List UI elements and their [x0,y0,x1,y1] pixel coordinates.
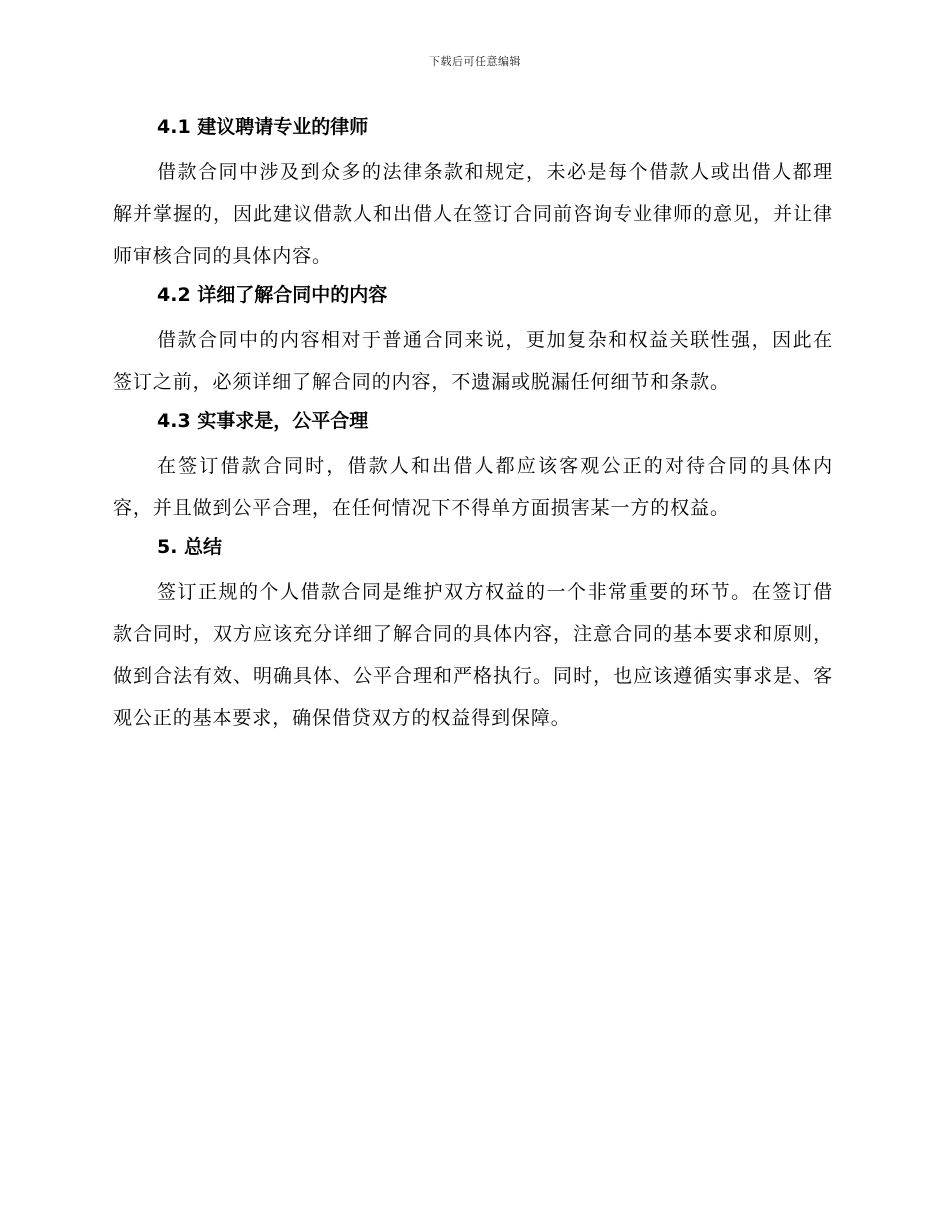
section-heading: 4.3 实事求是，公平合理 [157,410,369,432]
section-5-summary [113,532,833,739]
section-4-1 [113,112,833,277]
section-paragraph: 借款合同中的内容相对于普通合同来说，更加复杂和权益关联性强，因此在签订之前，必须详细了解合同的内容，不遗漏或脱漏任何细节和条款。 [113,329,833,393]
section-heading: 5. 总结 [157,536,223,558]
section-heading: 4.1 建议聘请专业的律师 [157,116,369,138]
section-4-2 [113,280,833,403]
document-body [113,112,833,742]
section-paragraph: 签订正规的个人借款合同是维护双方权益的一个非常重要的环节。在签订借款合同时，双方应该充分详细了解合同的具体内容，注意合同的基本要求和原则，做到合法有效、明确具体、公平合理和严格执行。同时，也应该遵循实事求是、客观公正的基本要求，确保借贷双方的权益得到保障。 [113,581,833,729]
page-header-note: 下载后可任意编辑 [429,55,521,68]
section-paragraph: 借款合同中涉及到众多的法律条款和规定，未必是每个借款人或出借人都理解并掌握的，因此建议借款人和出借人在签订合同前咨询专业律师的意见，并让律师审核合同的具体内容。 [113,161,833,267]
section-heading: 4.2 详细了解合同中的内容 [157,284,388,306]
section-4-3 [113,406,833,529]
section-paragraph: 在签订借款合同时，借款人和出借人都应该客观公正的对待合同的具体内容，并且做到公平合理，在任何情况下不得单方面损害某一方的权益。 [113,455,833,519]
